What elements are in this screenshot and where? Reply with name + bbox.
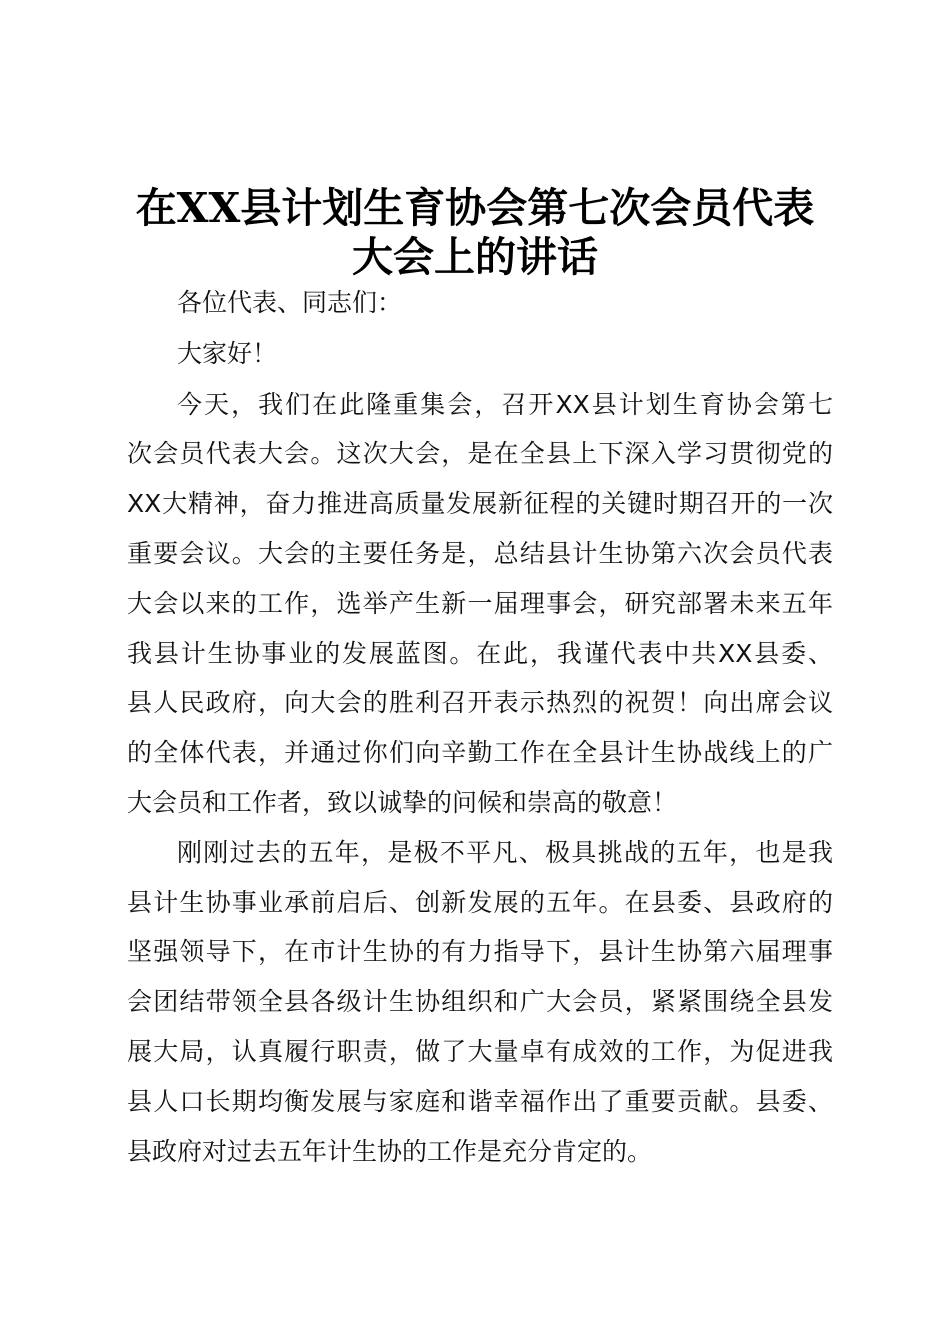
paragraph-2-line: 县人口长期均衡发展与家庭和谐幸福作出了重要贡献。县委、 (127, 1087, 833, 1116)
paragraph-1-line: 大会以来的工作，选举产生新一届理事会，研究部署未来五年 (127, 589, 833, 618)
paragraph-1-line: 的全体代表，并通过你们向辛勤工作在全县计生协战线上的广 (127, 738, 833, 767)
paragraph-2-line: 县政府对过去五年计生协的工作是充分肯定的。 (127, 1137, 653, 1166)
paragraph-2-line: 展大局，认真履行职责，做了大量卓有成效的工作，为促进我 (127, 1037, 833, 1066)
paragraph-1-line: 今天，我们在此隆重集会，召开XX县计划生育协会第七 (177, 390, 833, 419)
paragraph-1-line: 我县计生协事业的发展蓝图。在此，我谨代表中共XX县委、 (127, 639, 833, 668)
paragraph-2-line: 县计生协事业承前启后、创新发展的五年。在县委、县政府的 (127, 888, 833, 917)
salutation: 各位代表、同志们： (177, 288, 403, 317)
paragraph-2-line: 坚强领导下，在市计生协的有力指导下，县计生协第六届理事 (127, 937, 833, 966)
document-title-line-1: 在XX县计划生育协会第七次会员代表 (135, 184, 815, 232)
paragraph-1-line: 重要会议。大会的主要任务是，总结县计生协第六次会员代表 (127, 539, 833, 568)
document-title-line-2: 大会上的讲话 (352, 233, 598, 281)
greeting: 大家好！ (177, 339, 278, 368)
paragraph-1-line: 次会员代表大会。这次大会，是在全县上下深入学习贯彻党的 (127, 439, 833, 468)
paragraph-1-line: 县人民政府，向大会的胜利召开表示热烈的祝贺！向出席会议 (127, 688, 833, 717)
paragraph-1-line: 大会员和工作者，致以诚挚的问候和崇高的敬意！ (127, 788, 678, 817)
paragraph-1-line: XX大精神，奋力推进高质量发展新征程的关键时期召开的一次 (127, 489, 833, 518)
paragraph-2-line: 会团结带领全县各级计生协组织和广大会员，紧紧围绕全县发 (127, 987, 833, 1016)
paragraph-2-line: 刚刚过去的五年，是极不平凡、极具挑战的五年，也是我 (177, 838, 833, 867)
